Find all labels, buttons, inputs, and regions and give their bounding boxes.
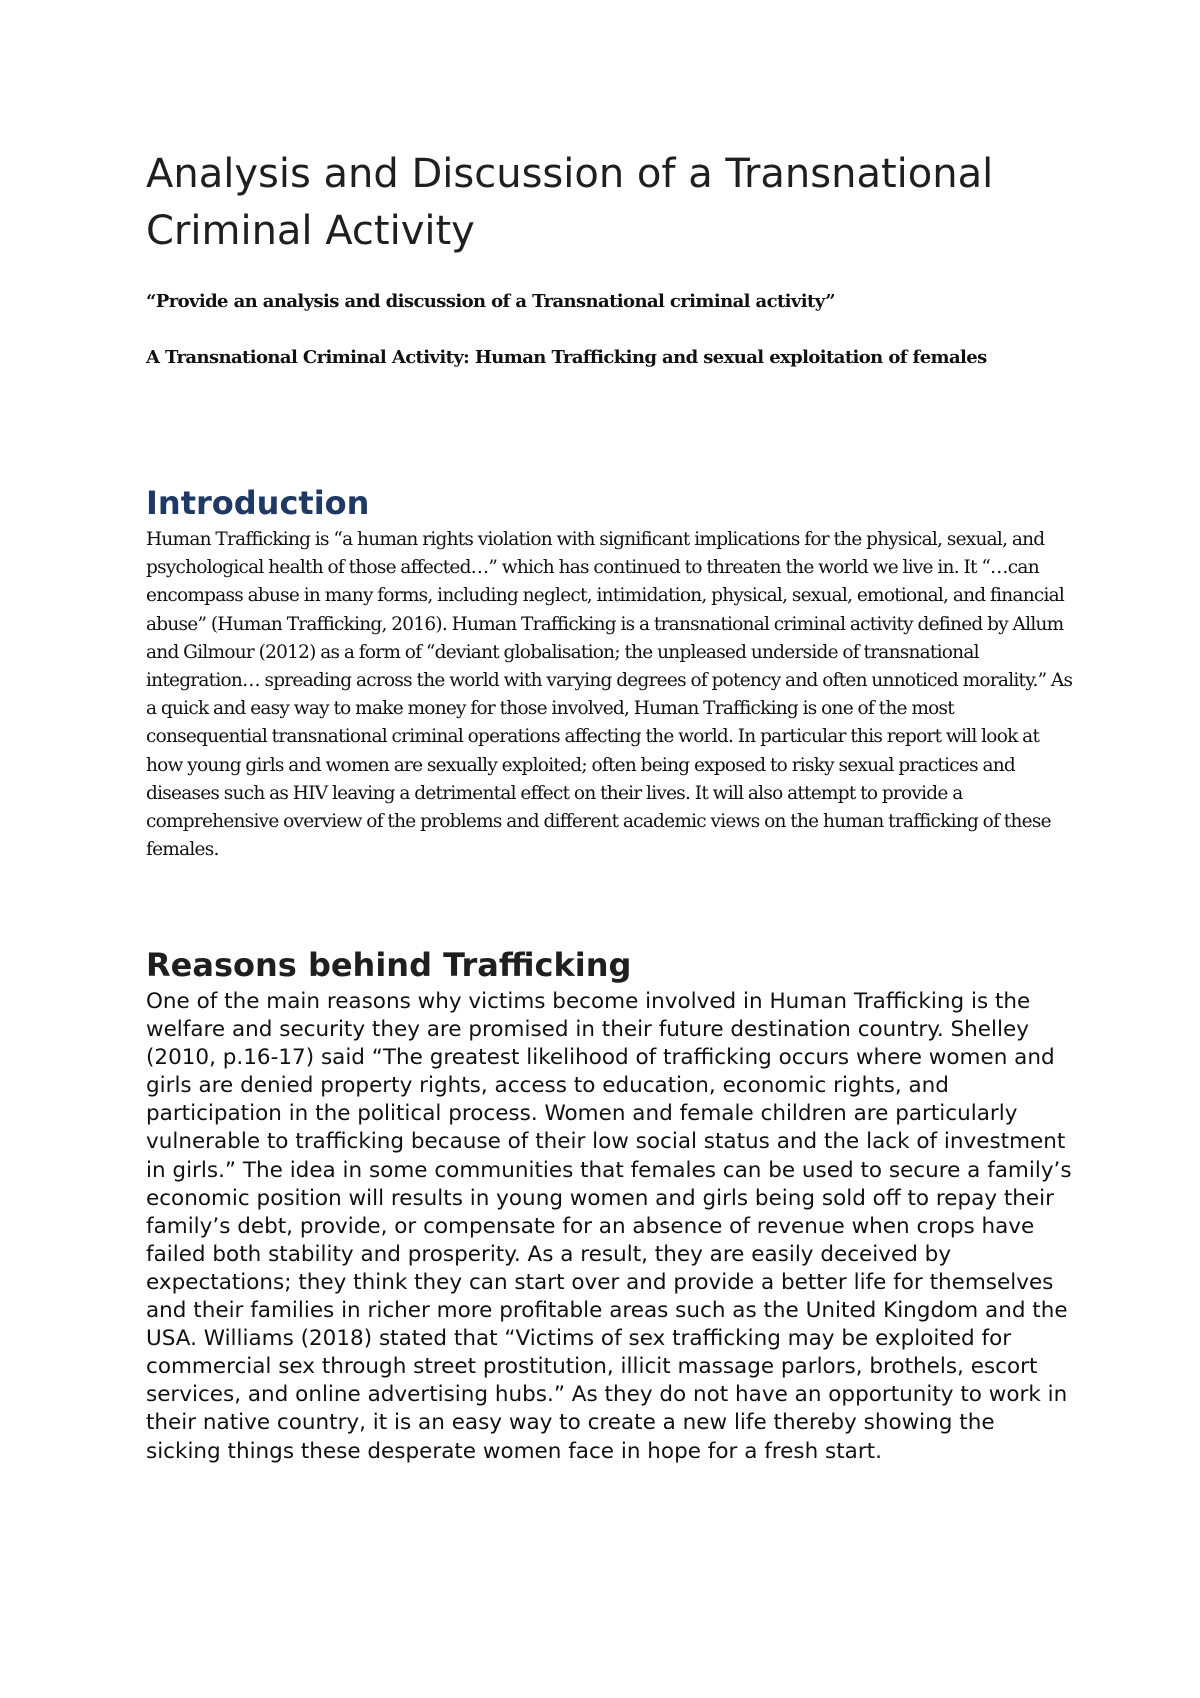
introduction-paragraph: Human Trafficking is “a human rights violation with significant implications for the physical, sexual, and psychological health of those affected…” which has continued to threaten the world we live in. It “…can encompass abuse in many forms, including neglect, intimidation, physical, sexual, emotional, and financial abuse” (Human Trafficking, 2016). Human Trafficking is a transnational criminal activity defined by Allum and Gilmour (2012) as a form of “deviant globalisation; the unpleased underside of transnational integration… spreading across the world with varying degrees of potency and often unnoticed morality.” As a quick and easy way to make money for those involved, Human Trafficking is one of the most consequential transnational criminal operations affecting the world. In particular this report will look at how young girls and women are sexually exploited; often being exposed to risky sexual practices and diseases such as HIV leaving a detrimental effect on their lives. It will also attempt to provide a comprehensive overview of the problems and different academic views on the human trafficking of these females. xyxy=(146,529,1073,861)
document-title: Analysis and Discussion of a Transnational Criminal Activity xyxy=(146,151,994,254)
introduction-heading: Introduction xyxy=(146,484,370,522)
assignment-question: “Provide an analysis and discussion of a Transnational criminal activity” xyxy=(146,291,835,312)
document-subtitle: A Transnational Criminal Activity: Human Trafficking and sexual exploitation of females xyxy=(146,347,987,368)
reasons-paragraph: One of the main reasons why victims become involved in Human Trafficking is the welfare and security they are promised in their future destination country. Shelley (2010, p.16-17) said “The greatest likelihood of trafficking occurs where women and girls are denied property rights, access to education, economic rights, and participation in the political process. Women and female children are particularly vulnerable to trafficking because of their low social status and the lack of investment in girls.” The idea in some communities that females can be used to secure a family’s economic position will results in young women and girls being sold off to repay their family’s debt, provide, or compensate for an absence of revenue when crops have failed both stability and prosperity. As a result, they are easily deceived by expectations; they think they can start over and provide a better life for themselves and their families in richer more profitable areas such as the United Kingdom and the USA. Williams (2018) stated that “Victims of sex trafficking may be exploited for commercial sex through street prostitution, illicit massage parlors, brothels, escort services, and online advertising hubs.” As they do not have an opportunity to work in their native country, it is an easy way to create a new life thereby showing the sicking things these desperate women face in hope for a fresh start. xyxy=(146,989,1072,1464)
reasons-heading: Reasons behind Trafficking xyxy=(146,946,632,984)
